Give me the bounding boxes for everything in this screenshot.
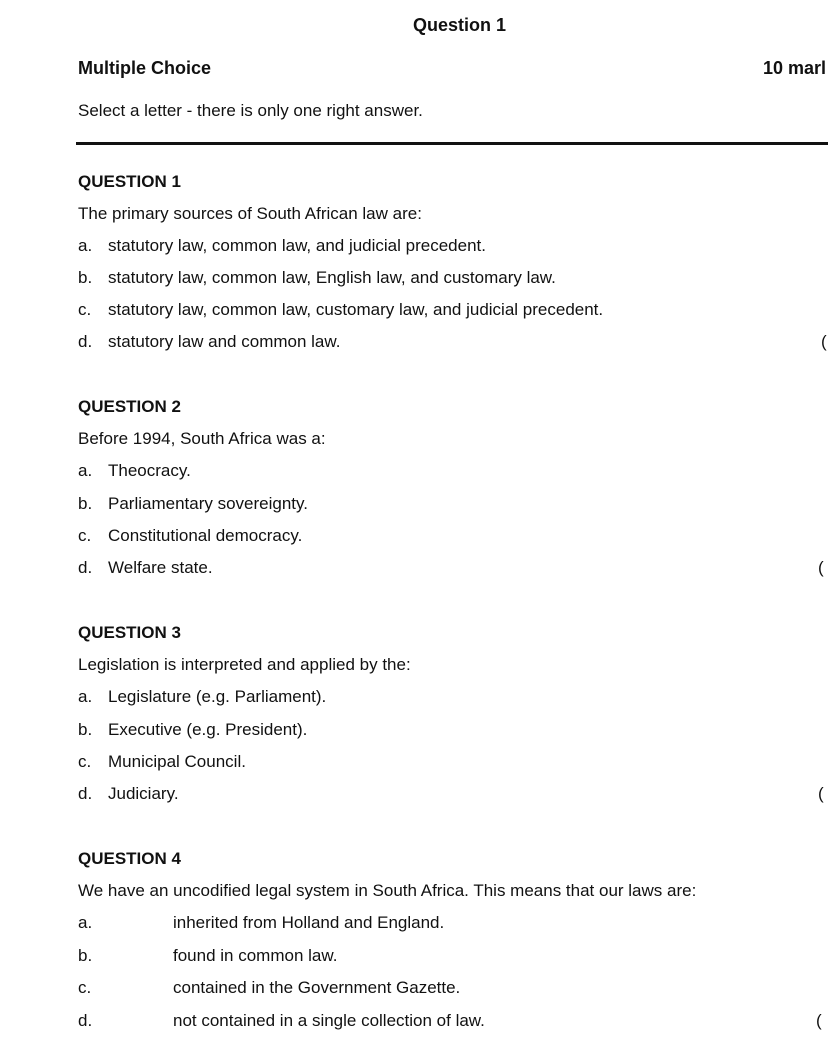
mark-allocation: (: [818, 558, 824, 577]
instructions: Select a letter - there is only one right answer.: [78, 101, 423, 120]
option-letter: c.: [78, 752, 92, 771]
option-letter: c.: [78, 978, 92, 997]
option-text: Constitutional democracy.: [108, 526, 303, 545]
option-text: statutory law, common law, English law, and customary law.: [108, 268, 556, 287]
total-marks: 10 marl: [763, 58, 827, 78]
option-letter: c.: [78, 526, 92, 545]
question-heading: QUESTION 2: [78, 397, 181, 416]
option-letter: d.: [78, 558, 93, 577]
option-text: statutory law, common law, customary law, and judicial precedent.: [108, 300, 604, 319]
option-letter: d.: [78, 784, 93, 803]
question-prompt: Before 1994, South Africa was a:: [78, 429, 326, 448]
mark-allocation: (: [818, 784, 824, 803]
question-heading: QUESTION 1: [78, 172, 181, 191]
option-letter: a.: [78, 461, 93, 480]
option-letter: a.: [78, 913, 93, 932]
option-letter: b.: [78, 720, 93, 739]
option-letter: c.: [78, 300, 92, 319]
option-text: Parliamentary sovereignty.: [108, 494, 308, 513]
mark-allocation: (: [816, 1011, 822, 1030]
section-title: Multiple Choice: [78, 58, 212, 78]
option-text: Judiciary.: [108, 784, 179, 803]
option-letter: b.: [78, 946, 93, 965]
question-prompt: We have an uncodified legal system in South Africa. This means that our laws are:: [78, 881, 697, 900]
question-prompt: The primary sources of South African law are:: [78, 204, 422, 223]
option-text: contained in the Government Gazette.: [173, 978, 461, 997]
option-text: Welfare state.: [108, 558, 213, 577]
option-text: Executive (e.g. President).: [108, 720, 308, 739]
option-letter: b.: [78, 494, 93, 513]
mark-allocation: (: [821, 332, 827, 351]
option-letter: d.: [78, 332, 93, 351]
option-letter: a.: [78, 687, 93, 706]
question-prompt: Legislation is interpreted and applied by the:: [78, 655, 411, 674]
option-letter: a.: [78, 236, 93, 255]
option-text: not contained in a single collection of law.: [173, 1011, 485, 1030]
option-text: inherited from Holland and England.: [173, 913, 445, 932]
option-text: Municipal Council.: [108, 752, 246, 771]
option-letter: b.: [78, 268, 93, 287]
question-heading: QUESTION 3: [78, 623, 181, 642]
option-text: statutory law, common law, and judicial precedent.: [108, 236, 486, 255]
option-text: Legislature (e.g. Parliament).: [108, 687, 327, 706]
page-title: Question 1: [413, 15, 507, 35]
option-text: Theocracy.: [108, 461, 191, 480]
divider: [76, 142, 828, 145]
option-text: found in common law.: [173, 946, 338, 965]
option-text: statutory law and common law.: [108, 332, 341, 351]
option-letter: d.: [78, 1011, 93, 1030]
question-heading: QUESTION 4: [78, 849, 181, 868]
